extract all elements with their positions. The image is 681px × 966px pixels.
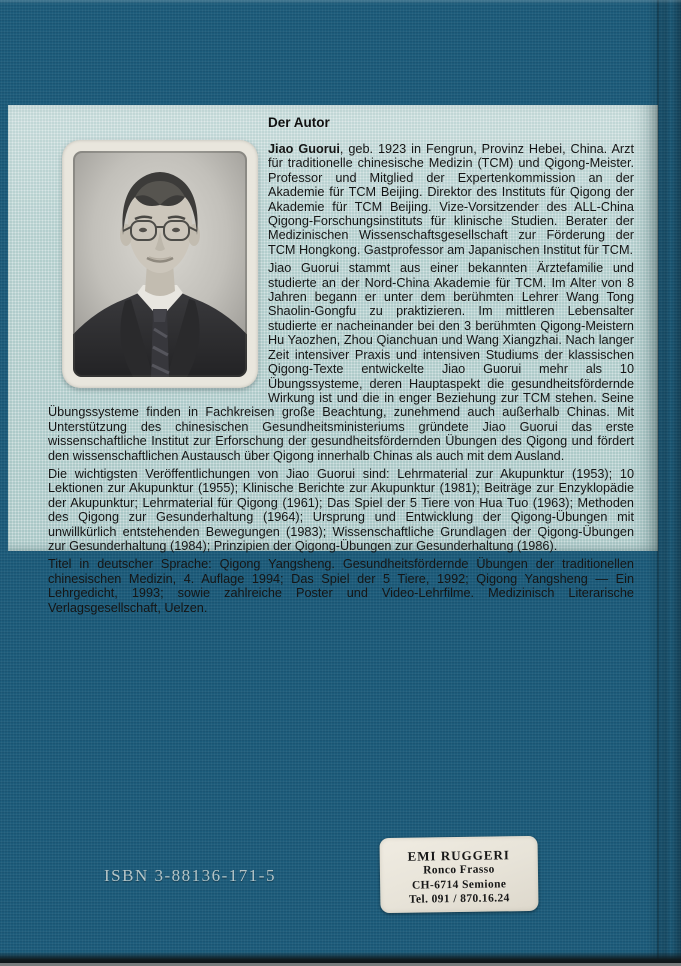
sticker-phone-line: Tel. 091 / 870.16.24 <box>408 892 510 906</box>
cover-right-crease <box>657 0 659 966</box>
photo-spacer <box>48 116 268 398</box>
cover-right-edge-shading <box>647 0 681 966</box>
section-heading: Der Autor <box>268 115 330 130</box>
isbn-number: ISBN 3-88136-171-5 <box>104 866 276 885</box>
author-name: Jiao Guorui <box>268 142 340 156</box>
publications-paragraph: Die wichtigsten Veröffentlichungen von Jiao Guorui sind: Lehrmaterial zur Akupunktur (1953); 10 Lektionen zur Akupunktur (1955); Klinische Berichte zur Akupunktur (1981); Beiträge zur Enzyklopädie der Akupunktur; Lehrmaterial für Qigong (1961); Das Spiel der 5 Tiere von Hua Tuo (1963); Methoden des Qigong zur Gesunderhaltung (1964); Ursprung und Entwicklung der Qigong-Übungen mit unwillkürlich entstehenden Bewegungen (1983); Wissenschaftliche Grundlagen der Qigong-Übungen zur Gesunderhaltung (1984); Prinzipien der Qigong-Übungen zur Gesunderhaltung (1986). <box>48 466 634 553</box>
author-text-block <box>48 116 634 619</box>
author-bio-paragraph-2: Jiao Guorui stammt aus einer bekannten Ärztefamilie und studierte an der Nord-China Akademie für TCM. Im Alter von 8 Jahren begann er unter dem berühmten Lehrer Wang Tong Shaolin-Gongfu zu praktizieren. Im mittleren Lebensalter studierte er nacheinander bei den 3 berühmten Qigong-Meistern Hu Yaozhen, Zhou Qianchuan und Wang Xiangzhai. Nach langer Zeit intensiver Praxis und intensiven Studiums der klassischen Qigong-Texte entwickelte Jiao Guorui mehr als 10 Übungssysteme, deren Hauptaspekt die gesundheitsfördernde Wirkung ist und die in enger Beziehung zur TCM stehen. Seine Übungssysteme finden in Fachkreisen große Beachtung, zunehmend auch außerhalb Chinas. Mit Unterstützung des chinesischen Gesundheitsministeriums gründete Jiao Guorui das erste wissenschaftliche Institut zur Erforschung der gesundheitsfördernden Übungen des Qigong und fördert den wissenschaftlichen Austausch über Qigong innerhalb Chinas als auch mit dem Ausland. <box>48 261 634 463</box>
sticker-address-line: Ronco Frasso <box>423 863 495 877</box>
sticker-city-line: CH-6714 Semione <box>411 877 507 892</box>
cover-top-edge-highlight <box>0 0 681 4</box>
sticker-owner-name: EMI RUGGERI <box>407 847 511 864</box>
author-bio-paragraph-1-text: , geb. 1923 in Fengrun, Provinz Hebei, China. Arzt für traditionelle chinesische Medizin (TCM) und Qigong-Meister. Professor und Mitglied der Expertenkommission an der Akademie für TCM Beijing. Direktor des Instituts für Qigong der Akademie für TCM Beijing. Vize-Vorsitzender des ALL-China Qigong-Forschungsinstituts für klinische Studien. Berater der Medizinischen Wissenschaftsgesellschaft zur Förderung der TCM Hongkong. Gastprofessor am Japanischen Institut für TCM. <box>268 142 634 257</box>
owner-address-sticker <box>379 836 538 913</box>
german-titles-paragraph: Titel in deutscher Sprache: Qigong Yangsheng. Gesundheitsfördernde Übungen der traditionellen chinesischen Medizin, 4. Auflage 1994; Das Spiel der 5 Tiere, 1992; Qigong Yangsheng — Ein Lehrgedicht, 1993; sowie zahlreiche Poster und Video-Lehrfilme. Medizinisch Literarische Verlagsgesellschaft, Uelzen. <box>48 557 634 615</box>
